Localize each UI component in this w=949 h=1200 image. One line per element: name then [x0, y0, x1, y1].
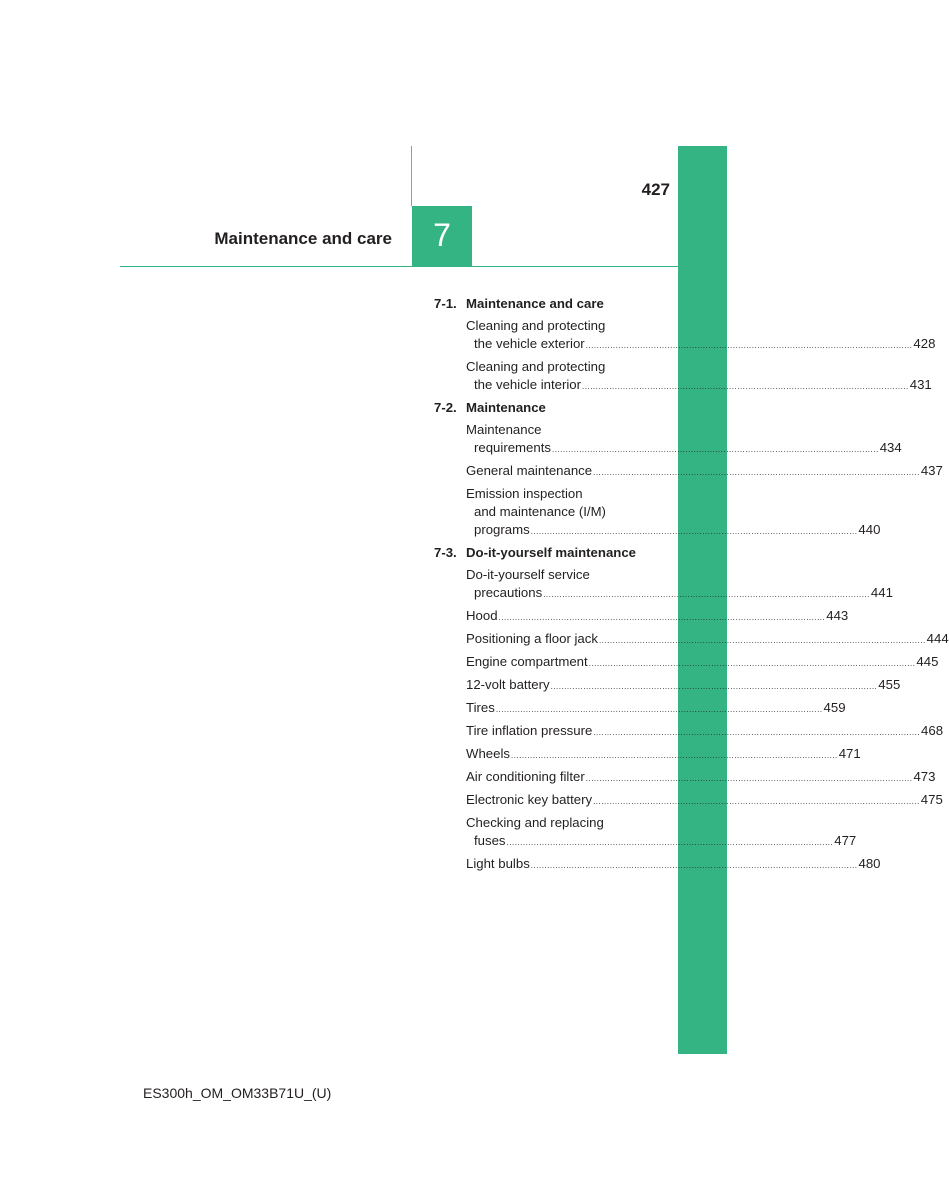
entry-page-number: 444: [926, 631, 949, 646]
section-number: 7-2.: [434, 400, 457, 415]
entry-text: Do-it-yourself service: [466, 567, 590, 582]
entry-page-number: 473: [913, 769, 936, 784]
toc-section-heading[interactable]: [434, 544, 654, 561]
dot-leader: ........................................................................................................................: [551, 445, 879, 454]
entry-text: and maintenance (I/M): [474, 504, 606, 519]
entry-page-number: 459: [823, 700, 846, 715]
page-number: 427: [641, 180, 670, 199]
entry-text: programs: [474, 522, 530, 537]
toc-entry[interactable]: [466, 855, 881, 873]
toc-entry[interactable]: [466, 768, 936, 786]
entry-text: Tires: [466, 700, 495, 715]
section-number: 7-3.: [434, 545, 457, 560]
entry-text: precautions: [474, 585, 543, 600]
entry-text: Cleaning and protecting: [466, 318, 606, 333]
chapter-number-badge: 7: [412, 206, 472, 266]
entry-page-number: 434: [879, 440, 902, 455]
entry-page-number: 445: [916, 654, 939, 669]
entry-text: the vehicle interior: [474, 377, 582, 392]
toc-section-heading[interactable]: [434, 399, 654, 416]
entry-text: Electronic key battery: [466, 792, 593, 807]
toc-entry[interactable]: [466, 485, 881, 539]
toc-entry[interactable]: [466, 607, 849, 625]
dot-leader: ........................................................................................................................: [530, 527, 858, 536]
entry-text: General maintenance: [466, 463, 593, 478]
entry-text: Light bulbs: [466, 856, 530, 871]
entry-page-number: 455: [878, 677, 901, 692]
toc-entry[interactable]: [466, 566, 893, 602]
toc-entry[interactable]: [466, 699, 846, 717]
dot-leader: ........................................................................................................................: [530, 861, 858, 870]
vertical-divider: [411, 146, 412, 206]
entry-text: fuses: [474, 833, 506, 848]
section-number: 7-1.: [434, 296, 457, 311]
entry-text: 12-volt battery: [466, 677, 550, 692]
entry-text: Checking and replacing: [466, 815, 604, 830]
toc-entry[interactable]: [466, 653, 939, 671]
entry-text: Cleaning and protecting: [466, 359, 606, 374]
dot-leader: ........................................................................................................................: [506, 838, 834, 847]
dot-leader: ........................................................................................................................: [585, 774, 913, 783]
entry-page-number: 475: [920, 792, 943, 807]
document-code: ES300h_OM_OM33B71U_(U): [143, 1085, 332, 1101]
dot-leader: ........................................................................................................................: [593, 797, 920, 806]
entry-text: Wheels: [466, 746, 510, 761]
chapter-title: Maintenance and care: [214, 229, 392, 248]
entry-text: Maintenance: [466, 422, 542, 437]
entry-page-number: 477: [834, 833, 857, 848]
section-title: Maintenance: [466, 400, 546, 415]
toc-entry[interactable]: [466, 462, 943, 480]
entry-text: Engine compartment: [466, 654, 588, 669]
entry-page-number: 480: [858, 856, 881, 871]
toc-entry[interactable]: [466, 745, 861, 763]
header-rule: [120, 266, 678, 267]
entry-page-number: 440: [858, 522, 881, 537]
dot-leader: ........................................................................................................................: [495, 705, 823, 714]
toc-entry[interactable]: [466, 722, 944, 740]
dot-leader: ........................................................................................................................: [593, 468, 920, 477]
toc-entry[interactable]: [466, 630, 949, 648]
toc-entry[interactable]: [466, 791, 943, 809]
entry-text: Hood: [466, 608, 498, 623]
entry-page-number: 468: [921, 723, 944, 738]
entry-text: requirements: [474, 440, 551, 455]
toc-entry[interactable]: [466, 317, 936, 353]
section-title: Maintenance and care: [466, 296, 604, 311]
entry-page-number: 428: [913, 336, 936, 351]
dot-leader: ........................................................................................................................: [598, 636, 926, 645]
toc-entry[interactable]: [466, 814, 857, 850]
entry-page-number: 441: [870, 585, 893, 600]
entry-text: Air conditioning filter: [466, 769, 585, 784]
toc-entry[interactable]: [466, 358, 932, 394]
dot-leader: ........................................................................................................................: [588, 659, 916, 668]
entry-page-number: 431: [909, 377, 932, 392]
entry-text: Tire inflation pressure: [466, 723, 593, 738]
entry-text: Emission inspection: [466, 486, 583, 501]
dot-leader: ........................................................................................................................: [585, 341, 913, 350]
dot-leader: ........................................................................................................................: [593, 728, 921, 737]
entry-text: the vehicle exterior: [474, 336, 585, 351]
entry-page-number: 437: [920, 463, 943, 478]
dot-leader: ........................................................................................................................: [543, 590, 870, 599]
entry-page-number: 443: [826, 608, 849, 623]
dot-leader: ........................................................................................................................: [550, 682, 878, 691]
toc-entry[interactable]: [466, 676, 901, 694]
dot-leader: ........................................................................................................................: [498, 613, 826, 622]
section-title: Do-it-yourself maintenance: [466, 545, 637, 560]
toc-entry[interactable]: [466, 421, 902, 457]
dot-leader: ........................................................................................................................: [510, 751, 838, 760]
entry-page-number: 471: [838, 746, 861, 761]
entry-text: Positioning a floor jack: [466, 631, 598, 646]
toc-section-heading[interactable]: [434, 295, 654, 312]
dot-leader: ........................................................................................................................: [582, 382, 909, 391]
table-of-contents: [434, 295, 949, 878]
